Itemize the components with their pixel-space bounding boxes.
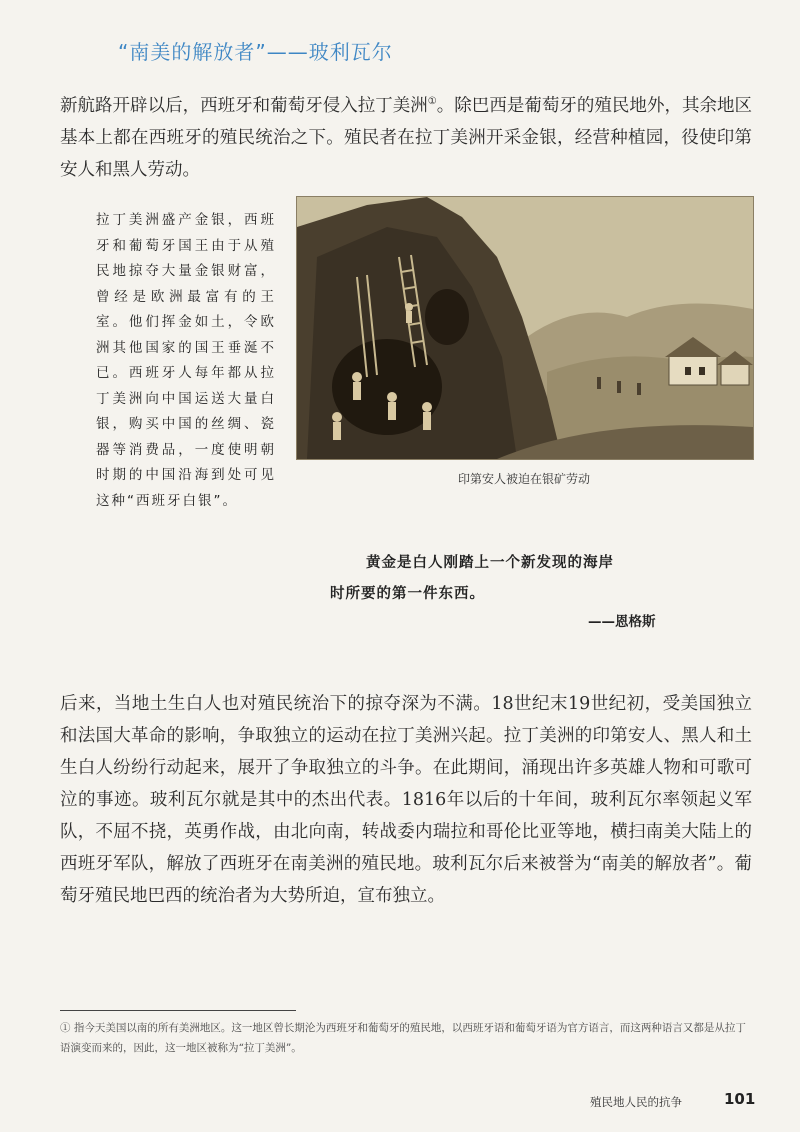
figure-caption: 印第安人被迫在银矿劳动 [457, 472, 590, 486]
section-title: “南美的解放者”——玻利瓦尔 [118, 40, 393, 64]
page-number: 101 [724, 1090, 756, 1108]
running-title: 殖民地人民的抗争 [590, 1095, 682, 1109]
main-paragraph: 后来，当地土生白人也对殖民统治下的掠夺深为不满。18世纪末19世纪初，受美国独立和法国大革命的影响，争取独立的运动在拉丁美洲兴起。拉丁美洲的印第安人、黑人和土生白人纷纷行动起来，展开了争取独立的斗争。在此期间，涌现出许多英雄人物和可歌可泣的事迹。玻利瓦尔就是其中的杰出代表。1816年以后的十年间，玻利瓦尔率领起义军队，不屈不挠，英勇作战，由北向南，转战委内瑞拉和哥伦比亚等地，横扫南美大陆上的西班牙军队，解放了西班牙在南美洲的殖民地。玻利瓦尔后来被誉为“南美的解放者”。葡萄牙殖民地巴西的统治者为大势所迫，宣布独立。 [60, 694, 752, 906]
intro-text-b: 。除巴西是葡萄牙的殖民地外，其余地区基本上都在西班牙的殖民统治之下。殖民者在拉丁美洲开采金银，经营种植园，役使印第安人和黑人劳动。 [60, 95, 753, 180]
intro-text-a: 新航路开辟以后，西班牙和葡萄牙侵入拉丁美洲 [60, 95, 428, 116]
sidebar-note: 拉丁美洲盛产金银，西班牙和葡萄牙国王由于从殖民地掠夺大量金银财富，曾经是欧洲最富有的王室。他们挥金如土，令欧洲其他国家的国王垂涎不已。西班牙人每年都从拉丁美洲向中国运送大量白银，购买中国的丝绸、瓷器等消费品，一度使明朝时期的中国沿海到处可见这种“西班牙白银”。 [96, 212, 276, 509]
quote-line-2: 时所要的第一件东西。 [330, 586, 485, 602]
silver-mine-illustration [296, 196, 754, 460]
engels-quote [330, 548, 730, 610]
footnote-marker[interactable]: ① [427, 96, 437, 107]
footnote: ① 指今天美国以南的所有美洲地区。这一地区曾长期沦为西班牙和葡萄牙的殖民地，以西班牙语和葡萄牙语为官方语言，而这两种语言又都是从拉丁语演变而来的，因此，这一地区被称为“拉丁美洲”。 [60, 1022, 746, 1054]
quote-line-1: 黄金是白人刚踏上一个新发现的海岸 [366, 555, 614, 571]
quote-author: ——恩格斯 [588, 614, 656, 630]
intro-paragraph [60, 86, 752, 186]
footnote-divider [60, 1010, 296, 1011]
